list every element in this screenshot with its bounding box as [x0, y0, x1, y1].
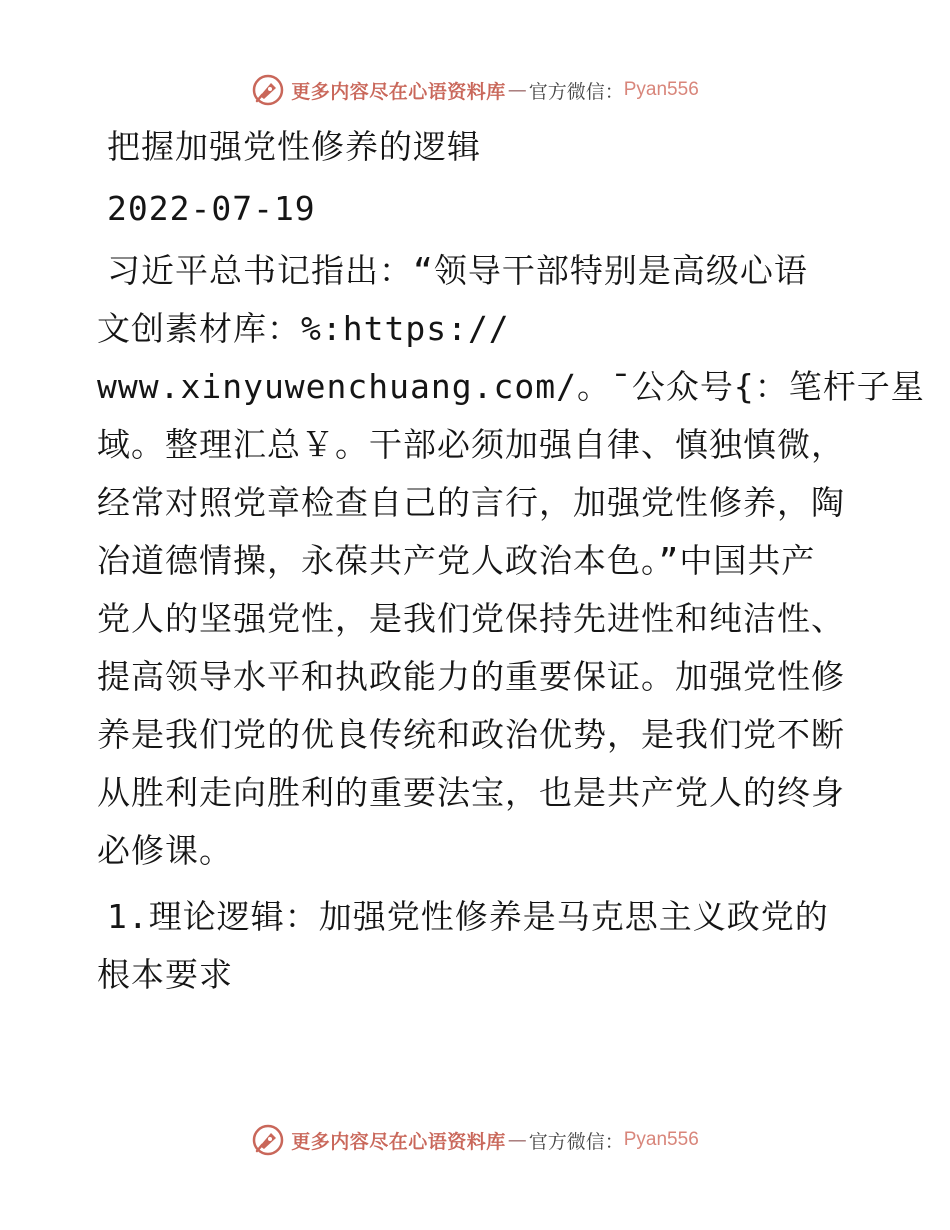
banner-wechat-label: 官方微信：: [528, 1130, 624, 1153]
paragraph-line: 域。整理汇总￥。干部必须加强自律、慎独慎微，: [97, 425, 845, 464]
article-body: [97, 118, 925, 1004]
banner-wechat-label: 官方微信：: [528, 80, 624, 103]
header-banner: [0, 70, 950, 110]
banner-wechat-id: Pyan556: [623, 79, 699, 100]
pen-nib-logo-icon: [251, 1123, 285, 1157]
banner-wechat-id: Pyan556: [623, 1129, 699, 1150]
section-heading-line: 1.理论逻辑：加强党性修养是马克思主义政党的: [107, 897, 829, 936]
paragraph-line: 养是我们党的优良传统和政治优势，是我们党不断: [97, 715, 845, 754]
article-paragraph: [97, 242, 925, 880]
banner-main-text: 更多内容尽在心语资料库: [291, 1130, 506, 1153]
section-heading: [97, 888, 857, 1004]
paragraph-line: 党人的坚强党性，是我们党保持先进性和纯洁性、: [97, 599, 845, 638]
paragraph-line: 经常对照党章检查自己的言行，加强党性修养，陶: [97, 483, 845, 522]
paragraph-line: 冶道德情操，永葆共产党人政治本色。”中国共产: [97, 541, 816, 580]
pen-nib-logo-icon: [251, 73, 285, 107]
paragraph-line: 文创素材库：%:https://: [97, 309, 510, 348]
article-date: 2022-07-19: [107, 189, 316, 228]
article-title: 把握加强党性修养的逻辑: [107, 127, 481, 166]
banner-separator: —: [507, 79, 527, 101]
paragraph-line: 提高领导水平和执政能力的重要保证。加强党性修: [97, 657, 845, 696]
footer-banner: [0, 1120, 950, 1160]
paragraph-line: 习近平总书记指出：“领导干部特别是高级心语: [107, 251, 808, 290]
banner-main-text: 更多内容尽在心语资料库: [291, 80, 506, 103]
paragraph-line: 必修课。: [97, 831, 233, 870]
banner-separator: —: [507, 1129, 527, 1151]
paragraph-line: www.xinyuwenchuang.com/。¯公众号{：笔杆子星: [97, 367, 925, 406]
section-heading-line: 根本要求: [97, 955, 233, 994]
paragraph-line: 从胜利走向胜利的重要法宝，也是共产党人的终身: [97, 773, 845, 812]
